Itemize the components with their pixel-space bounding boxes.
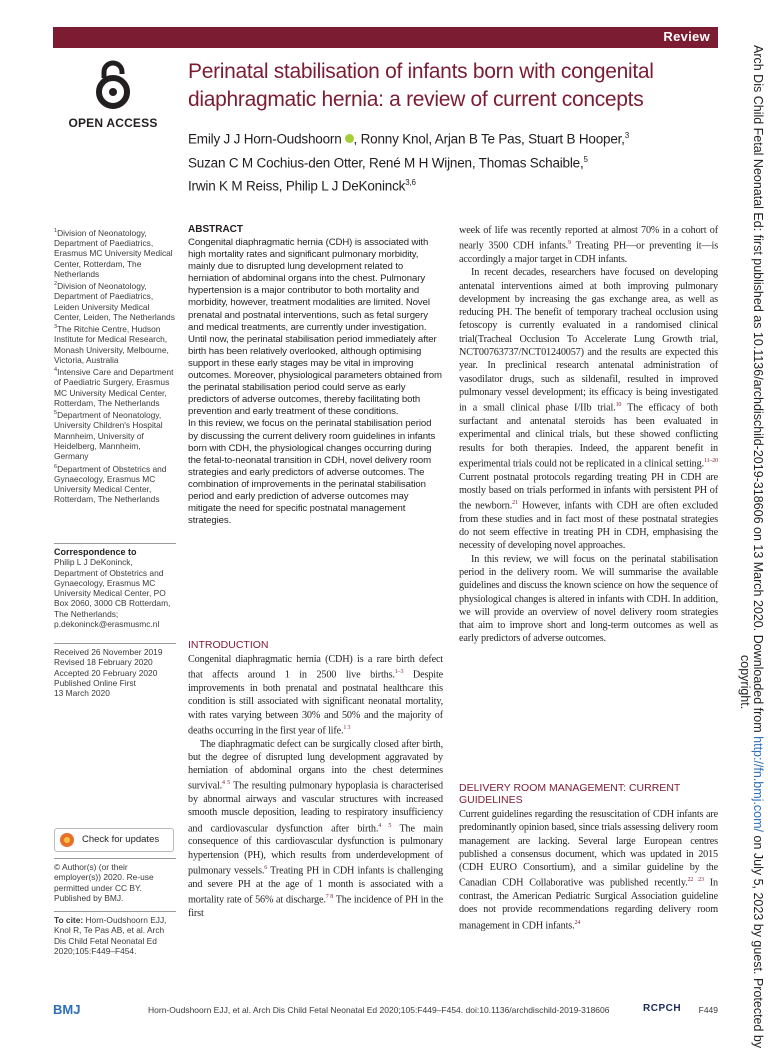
affiliation-item: $^5$Department of Neonatology, University Children's Hospital Mannheim, University of Heidelberg, Mannheim, Germany (54, 410, 163, 462)
author-list-line2: Suzan C M Cochius-den Otter, René M H Wijnen, Thomas Schaible, (188, 155, 584, 170)
affiliation-item: $^6$Department of Obstetrics and Gynaecology, Erasmus MC University Medical Center, Rotterdam, The Netherlands (54, 463, 167, 505)
reference-link[interactable]: 6 (264, 865, 268, 872)
reference-link[interactable]: 4 5 (222, 780, 230, 787)
reference-link[interactable]: 11–20 (703, 457, 718, 464)
open-access-text: OPEN ACCESS (68, 116, 158, 130)
body-paragraph: Congenital diaphragmatic hernia (CDH) is a rare birth defect that affects around 1 in 2500 live births.$^{1-3}$ Despite improvements in both prenatal and postnatal healthcare this condition is still associated with significant neonatal mortality, with rates varying between 30% and 50% and the majority of deaths occurring in the first year of life.$^{1 3}$ (188, 654, 443, 737)
correspondence-heading: Correspondence to (54, 547, 137, 557)
body-paragraph: In this review, we will focus on the perinatal stabilisation period in the delivery room. We will summarise the available guidelines and discuss the known science on how the sequence of physiological changes is altered in infants with CDH. In addition, we will provide an overview of novel delivery room strategies that aim to improve short and long-term outcomes as well as early predictors of adverse outcomes. (459, 553, 718, 645)
affiliation-item: $^2$Division of Neonatology, Department of Paediatrics, Leiden University Medical Center, Leiden, The Netherlands (54, 281, 175, 322)
bmj-logo[interactable]: BMJ (53, 1002, 81, 1017)
article-title: Perinatal stabilisation of infants born with congenital diaphragmatic hernia: a review of current concepts (188, 60, 654, 111)
date-line: 13 March 2020 (54, 688, 110, 699)
body-paragraph: week of life was recently reported at almost 70% in a cohort of nearly 3500 CDH infants.$^9$ Treating PH—or preventing it—is accordingly a major target in CDH infants. (459, 225, 719, 265)
journal-link[interactable]: http://fn.bmj.com/ (751, 736, 765, 833)
open-access-logo (68, 60, 158, 130)
reference-link[interactable]: 4 5 (378, 822, 392, 829)
page-footer (53, 1004, 718, 1018)
download-notice-line2: copyright. (738, 655, 752, 710)
affiliation-item: $^4$Intensive Care and Department of Paediatric Surgery, Erasmus MC University Medical Center, Rotterdam, The Netherlands (54, 367, 174, 408)
date-line: Received 26 November 2019 (54, 647, 163, 657)
rcpch-logo: RCPCH (643, 1003, 682, 1014)
date-line: Published Online First (54, 677, 136, 688)
page-number: F449 (698, 1005, 718, 1015)
abstract-paragraph: Congenital diaphragmatic hernia (CDH) is associated with high mortality rates and significant pulmonary morbidity, mainly due to disrupted lung development related to herniation of abdominal organs into the chest. Pulmonary hypertension is a major contributor to both mortality and morbidity, however, treatment modalities are limited. Novel prenatal and postnatal interventions, such as fetal surgery and medical treatments, are currently under investigation. Until now, the perinatal stabilisation period immediately after birth has been relatively overlooked, although optimising support in these early stages may be vital in improving outcomes. Moreover, physiological parameters obtained from the perinatal stabilisation period could serve as early predictors of adverse outcomes, thereby facilitating both prevention and early treatment of these conditions. (188, 237, 442, 418)
cite-text: Horn-Oudshoorn EJJ, Knol R, Te Pas AB, et al. Arch Dis Child Fetal Neonatal Ed 2020;105:F449–F454. (54, 915, 167, 956)
section-label: Review (663, 29, 710, 44)
correspondence-text: Philip L J DeKoninck, Department of Obstetrics and Gynaecology, Erasmus MC University Medical Center, PO Box 2060, 3000 CB Rotterdam, The Netherlands; p.dekoninck@erasmusmc.nl (54, 557, 171, 630)
reference-link[interactable]: 21 (512, 500, 518, 507)
right-column-text (459, 224, 718, 646)
open-access-lock-icon (94, 60, 132, 110)
introduction-heading: INTRODUCTION (188, 639, 269, 651)
author-list: Emily J J Horn-Oudshoorn , Ronny Knol, Arjan B Te Pas, Stuart B Hooper,$^3$ Suzan C M Cochius-den Otter, René M H Wijnen, Thomas Schaible,$^5$ Irwin K M Reiss, Philip L J DeKoninck$^{3,6}$ (188, 131, 629, 194)
reference-link[interactable]: 22 23 (687, 877, 704, 884)
abstract (188, 224, 443, 527)
body-paragraph: The diaphragmatic defect can be surgically closed after birth, but the degree of disrupted lung development aggravated by herniation of abdominal organs into the chest determines survival.$^{4 5}$ The resulting pulmonary hypoplasia is characterised by abnormal airways and vascular structures with increased smooth muscle deposition, leading to respiratory insufficiency and cardiovascular dysfunction after birth.$^{4 5}$ The main consequence of this cardiovascular dysfunction is pulmonary hypertension (PH), which results from underdevelopment of pulmonary vessels.$^6$ Treating PH in CDH infants is challenging and severe PH at the age of 1 month is associated with a mortality rate of 56% at discharge.$^{7 8}$ The incidence of PH in the first (188, 738, 443, 919)
crossmark-icon (60, 833, 74, 847)
orcid-icon[interactable] (345, 134, 354, 143)
delivery-room-section (459, 782, 718, 932)
date-line: Revised 18 February 2020 (54, 657, 153, 668)
author-list-line3: Irwin K M Reiss, Philip L J DeKoninck (188, 178, 406, 194)
check-for-updates-label: Check for updates (82, 834, 160, 845)
reference-link[interactable]: 7 8 (325, 894, 334, 900)
body-paragraph: Current guidelines regarding the resuscitation of CDH infants are predominantly opinion based, since trials assessing delivery room management are lacking. Several large European centres published a consensus document, which was updated in 2015 (CDH EURO Consortium), and a similar guideline by the Canadian CDH Collaborative was published recently.$^{22 23}$ In contrast, the American Pediatric Surgical Association guideline does not provide recommendations regarding delivery room management in CDH infants.$^{24}$ (459, 809, 718, 932)
reference-link[interactable]: 24 (574, 919, 581, 926)
publication-dates (54, 643, 176, 698)
abstract-heading: ABSTRACT (188, 224, 243, 235)
citation-box (54, 911, 176, 956)
abstract-paragraph: In this review, we focus on the perinatal stabilisation period by discussing the current delivery room guidelines in infants born with CDH, the physiological changes occurring during the fetal-to-neonatal transition in CDH, novel delivery room strategies and early predictors of adverse outcomes. The combination of improvements in the perinatal stabilisation period and early prediction of adverse outcomes may mitigate the need for specific postnatal management strategies. (188, 418, 436, 527)
delivery-room-heading: DELIVERY ROOM MANAGEMENT: CURRENT GUIDELINES (459, 782, 681, 806)
date-line: Accepted 20 February 2020 (54, 667, 158, 678)
copyright-notice: © Author(s) (or their employer(s)) 2020. Re-use permitted under CC BY. Published by BMJ. (54, 858, 176, 903)
reference-link[interactable]: 9 (568, 240, 571, 247)
correspondence (54, 543, 176, 629)
download-notice: Arch Dis Child Fetal Neonatal Ed: first published as 10.1136/archdischild-2019-318606 on 13 March 2020. Downloaded from http://fn.bmj.com/ on July 5, 2023 by guest. Protected by copyright. (738, 45, 765, 1048)
affiliation-item: $^3$The Ritchie Centre, Hudson Institute for Medical Research, Monash University, Melbourne, Victoria, Australia (54, 324, 169, 365)
check-for-updates-button[interactable] (54, 828, 174, 852)
reference-link[interactable]: 1–3 (394, 669, 404, 676)
author-first: Emily J J Horn-Oudshoorn (188, 131, 342, 147)
reference-link[interactable]: 1 3 (343, 724, 351, 731)
introduction-section (188, 639, 443, 920)
section-header-bar (53, 27, 718, 48)
footer-citation: Horn-Oudshoorn EJJ, et al. Arch Dis Child Fetal Neonatal Ed 2020;105:F449–F454. doi:10.1136/archdischild-2019-318606 (148, 1005, 610, 1015)
body-paragraph: In recent decades, researchers have focused on developing antenatal interventions aimed at both improving pulmonary development by increasing the gas exchange area, as well as reducing PH. The benefit of temporary tracheal occlusion using fetoscopy is currently evaluated in a randomised clinical trial(Tracheal Occlusion To Accelerate Lung Growth trial, NCT00763737/NCT01240057) and the results are expected this year. In preclinical research antenatal administration of vasodilator drugs, such as sildenafil, resulted in improved pulmonary vessel development; its efficacy is being investigated in a small clinical phase I/IIb trial.$^{10}$ The efficacy of both surfactant and antenatal steroids has been evaluated in experimental and clinical trials, but these showed conflicting results for both therapies. Indeed, the apparent benefit in experimental trials could not be replicated in a clinical setting.$^{11-20}$ Current postnatal protocols regarding treating PH in CDH are mostly based on trials performed in infants with persistent PH of the newborn.$^{21}$ However, infants with CDH are often excluded from these studies and in fact most of these postnatal strategies do not seem effective in treating PH in CDH, emphasising the necessity of developing novel approaches. (459, 267, 718, 552)
affiliation-item: $^1$Division of Neonatology, Department of Paediatrics, Erasmus MC University Medical Center, Rotterdam, The Netherlands (54, 227, 173, 279)
author-list-cont: , Ronny Knol, Arjan B Te Pas, Stuart B Hooper, (353, 131, 625, 147)
reference-link[interactable]: 10 (615, 402, 622, 409)
cite-label: To cite: (54, 915, 84, 925)
affiliations (54, 226, 176, 505)
